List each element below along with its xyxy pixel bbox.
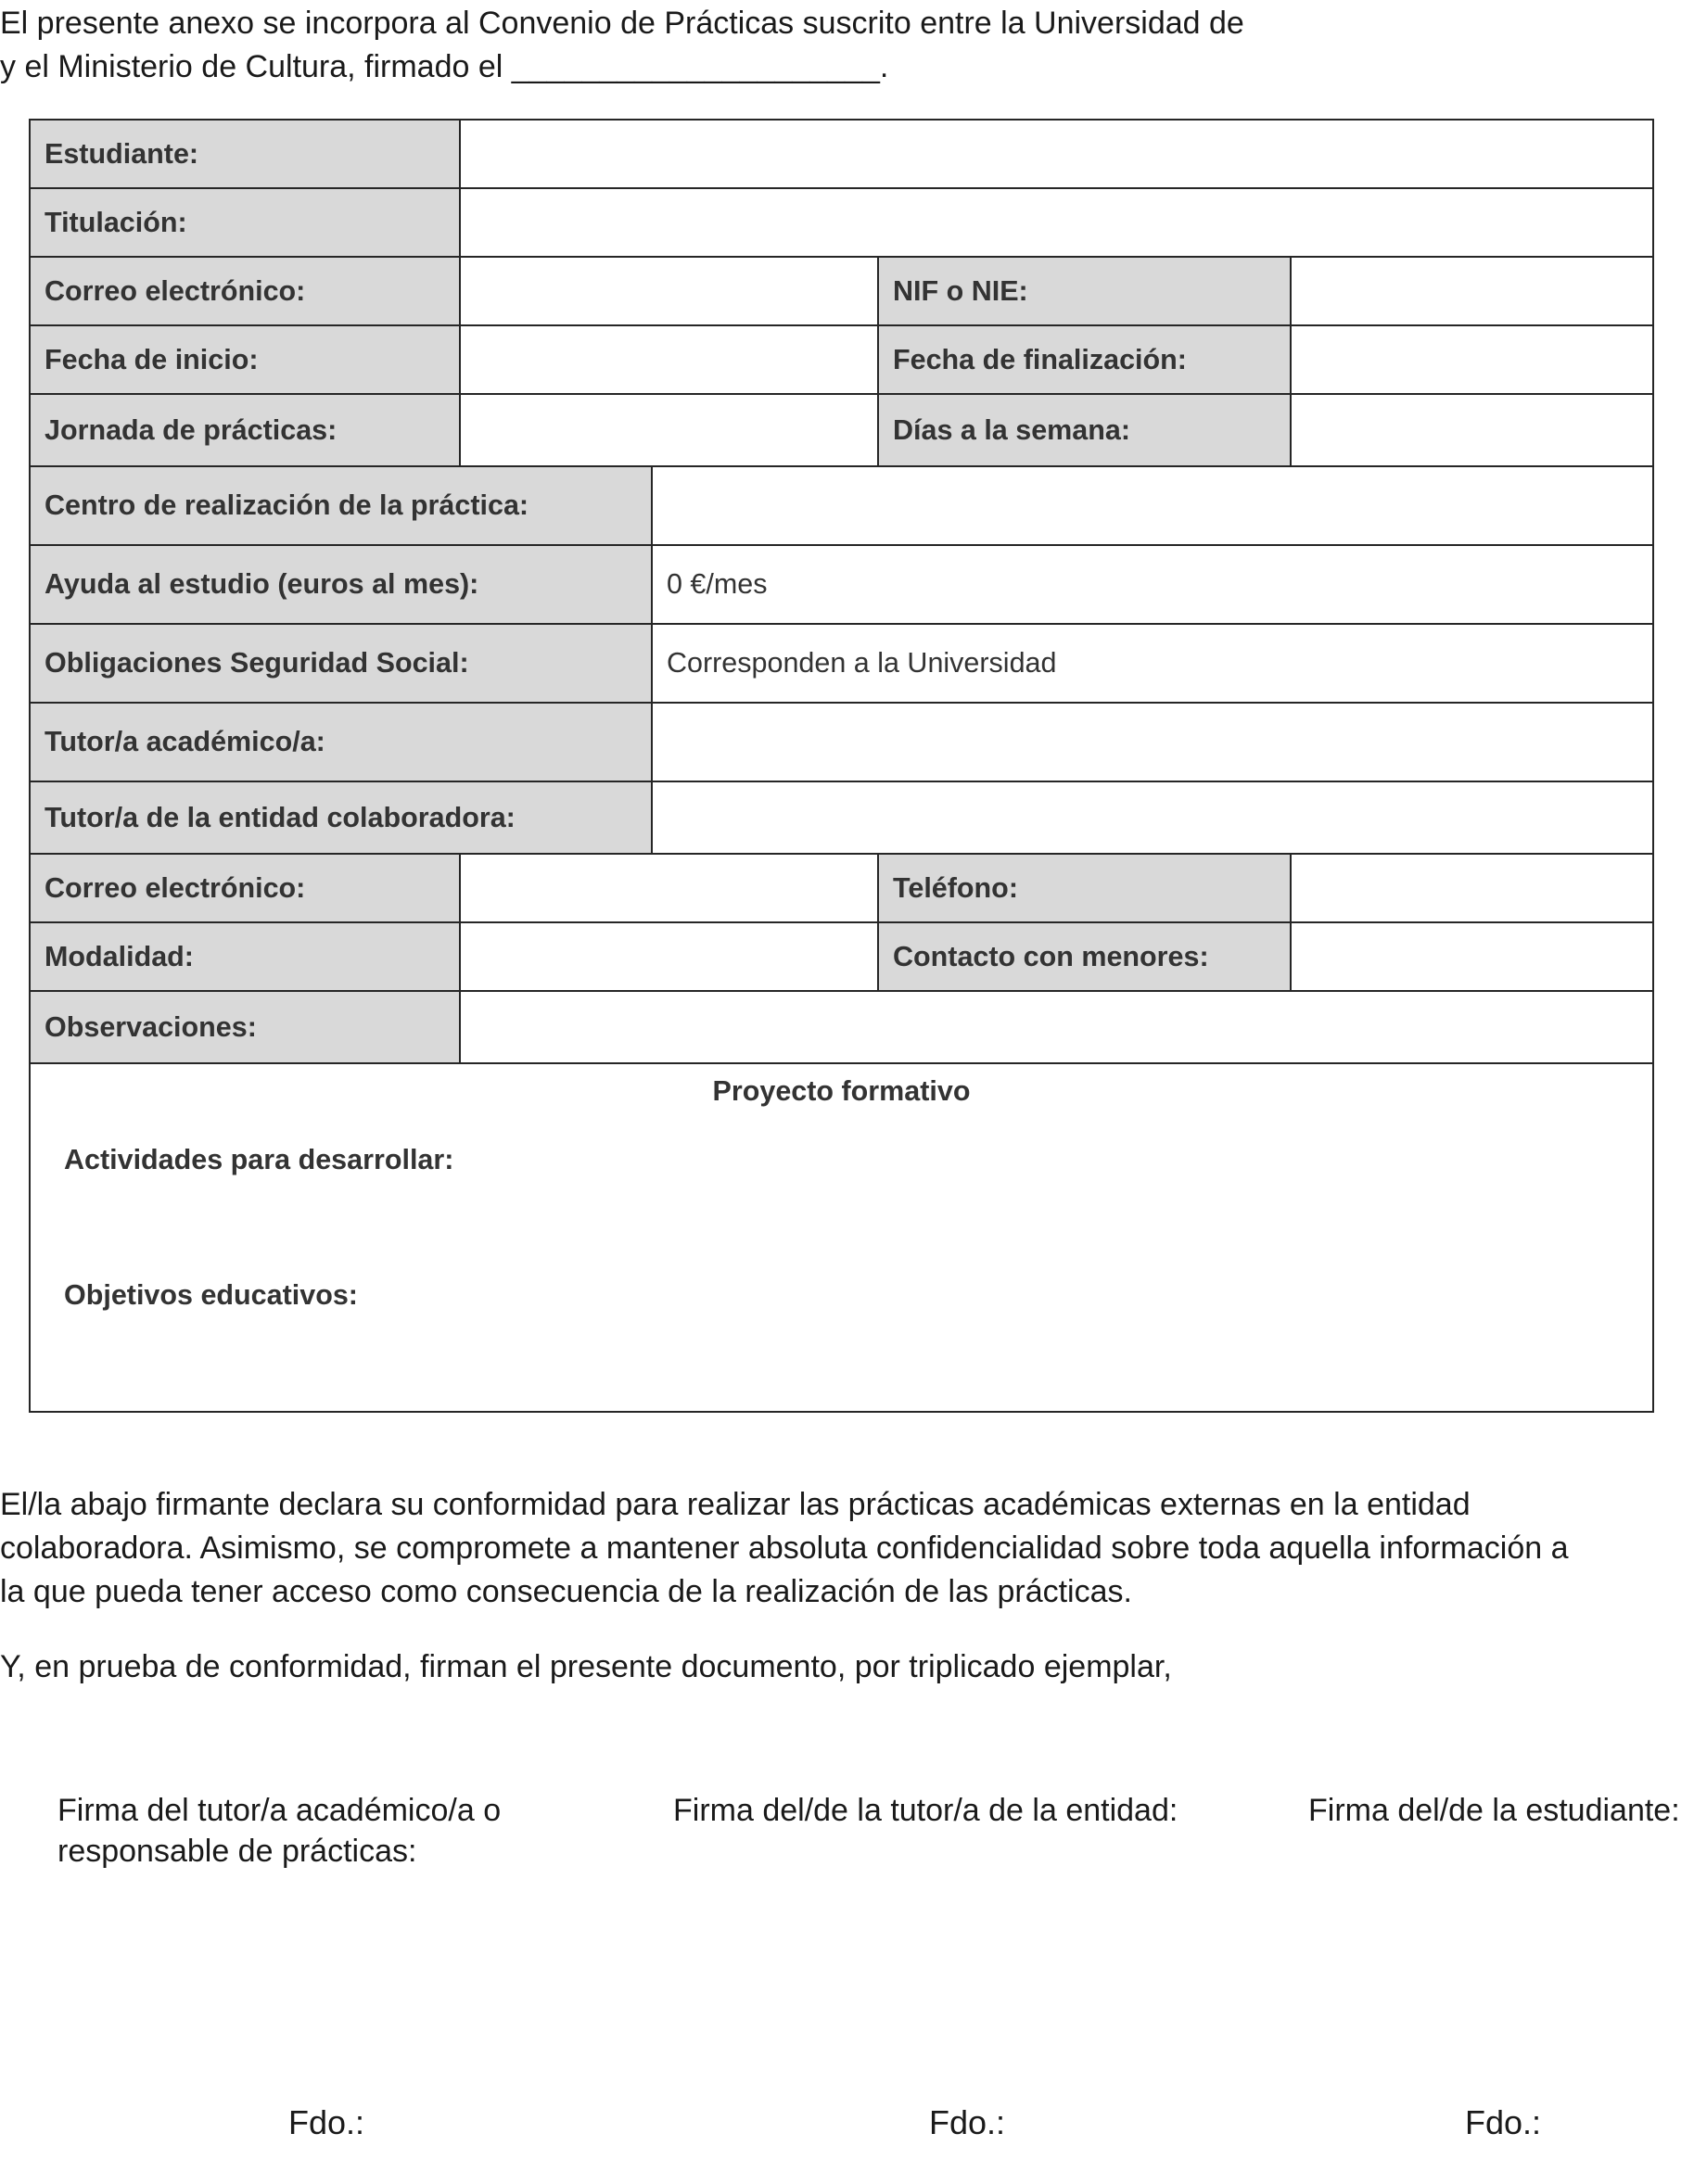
signature-label-tutor-academico-line-2: responsable de prácticas:	[57, 1834, 417, 1869]
fdo-tutor-entidad: Fdo.:	[929, 2103, 1006, 2141]
fdo-tutor-academico: Fdo.:	[288, 2103, 365, 2141]
label-jornada: Jornada de prácticas:	[30, 394, 460, 466]
row-titulacion	[30, 188, 1653, 257]
field-ayuda-estudio[interactable]: 0 €/mes	[652, 545, 1653, 624]
signature-label-estudiante: Firma del/de la estudiante:	[1308, 1793, 1680, 1828]
label-dias-semana: Días a la semana:	[878, 394, 1291, 466]
intro-line-1: El presente anexo se incorpora al Convenio de Prácticas suscrito entre la Universidad de	[0, 6, 1244, 41]
row-modalidad-contacto	[30, 922, 1653, 991]
label-tutor-academico: Tutor/a académico/a:	[30, 703, 652, 781]
field-observaciones[interactable]	[460, 991, 1653, 1063]
label-fecha-inicio: Fecha de inicio:	[30, 325, 460, 394]
label-obligaciones-seguridad-social: Obligaciones Seguridad Social:	[30, 624, 652, 703]
field-fecha-finalizacion[interactable]	[1291, 325, 1653, 394]
label-contacto-menores: Contacto con menores:	[878, 922, 1291, 991]
row-correo-telefono	[30, 854, 1653, 922]
row-centro	[30, 466, 1653, 545]
label-tutor-entidad: Tutor/a de la entidad colaboradora:	[30, 781, 652, 854]
row-fechas	[30, 325, 1653, 394]
actividades-label: Actividades para desarrollar:	[64, 1144, 454, 1175]
row-proyecto-formativo	[30, 1063, 1653, 1412]
signature-label-tutor-academico-line-1: Firma del tutor/a académico/a o	[57, 1793, 502, 1828]
field-fecha-inicio[interactable]	[460, 325, 878, 394]
field-correo-electronico[interactable]	[460, 257, 878, 325]
row-obligaciones	[30, 624, 1653, 703]
label-ayuda-estudio: Ayuda al estudio (euros al mes):	[30, 545, 652, 624]
row-tutor-academico	[30, 703, 1653, 781]
label-modalidad: Modalidad:	[30, 922, 460, 991]
field-estudiante[interactable]	[460, 120, 1653, 188]
field-modalidad[interactable]	[460, 922, 878, 991]
field-tutor-academico[interactable]	[652, 703, 1653, 781]
label-estudiante: Estudiante:	[30, 120, 460, 188]
field-correo-electronico-tutor[interactable]	[460, 854, 878, 922]
row-estudiante	[30, 120, 1653, 188]
row-ayuda	[30, 545, 1653, 624]
row-observaciones	[30, 991, 1653, 1063]
label-fecha-finalizacion: Fecha de finalización:	[878, 325, 1291, 394]
proyecto-formativo-section[interactable]	[30, 1063, 1653, 1412]
declaration-line-2: colaboradora. Asimismo, se compromete a mantener absoluta confidencialidad sobre toda aquella información a	[0, 1530, 1569, 1566]
declaration-line-3: la que pueda tener acceso como consecuencia de la realización de las prácticas.	[0, 1574, 1132, 1609]
fdo-estudiante: Fdo.:	[1465, 2103, 1542, 2141]
row-jornada-dias	[30, 394, 1653, 466]
label-telefono: Teléfono:	[878, 854, 1291, 922]
label-correo-electronico-tutor: Correo electrónico:	[30, 854, 460, 922]
field-jornada[interactable]	[460, 394, 878, 466]
field-telefono[interactable]	[1291, 854, 1653, 922]
proyecto-formativo-title: Proyecto formativo	[712, 1075, 971, 1107]
field-tutor-entidad[interactable]	[652, 781, 1653, 854]
field-nif-nie[interactable]	[1291, 257, 1653, 325]
signature-label-tutor-entidad: Firma del/de la tutor/a de la entidad:	[673, 1793, 1178, 1828]
field-dias-semana[interactable]	[1291, 394, 1653, 466]
label-centro-realizacion: Centro de realización de la práctica:	[30, 466, 652, 545]
row-tutor-entidad	[30, 781, 1653, 854]
field-obligaciones-seguridad-social[interactable]: Corresponden a la Universidad	[652, 624, 1653, 703]
field-titulacion[interactable]	[460, 188, 1653, 257]
row-correo-nif	[30, 257, 1653, 325]
field-centro-realizacion[interactable]	[652, 466, 1653, 545]
field-contacto-menores[interactable]	[1291, 922, 1653, 991]
intro-text	[0, 2, 1391, 89]
label-titulacion: Titulación:	[30, 188, 460, 257]
label-observaciones: Observaciones:	[30, 991, 460, 1063]
intro-line-2: y el Ministerio de Cultura, firmado el _____________________.	[0, 49, 889, 84]
conformity-sentence: Y, en prueba de conformidad, firman el presente documento, por triplicado ejemplar,	[0, 1649, 1172, 1684]
practice-annex-table	[29, 119, 1654, 1413]
declaration-line-1: El/la abajo firmante declara su conformidad para realizar las prácticas académicas externas en la entidad	[0, 1487, 1471, 1522]
objetivos-label: Objetivos educativos:	[64, 1279, 358, 1311]
label-nif-nie: NIF o NIE:	[878, 257, 1291, 325]
label-correo-electronico: Correo electrónico:	[30, 257, 460, 325]
